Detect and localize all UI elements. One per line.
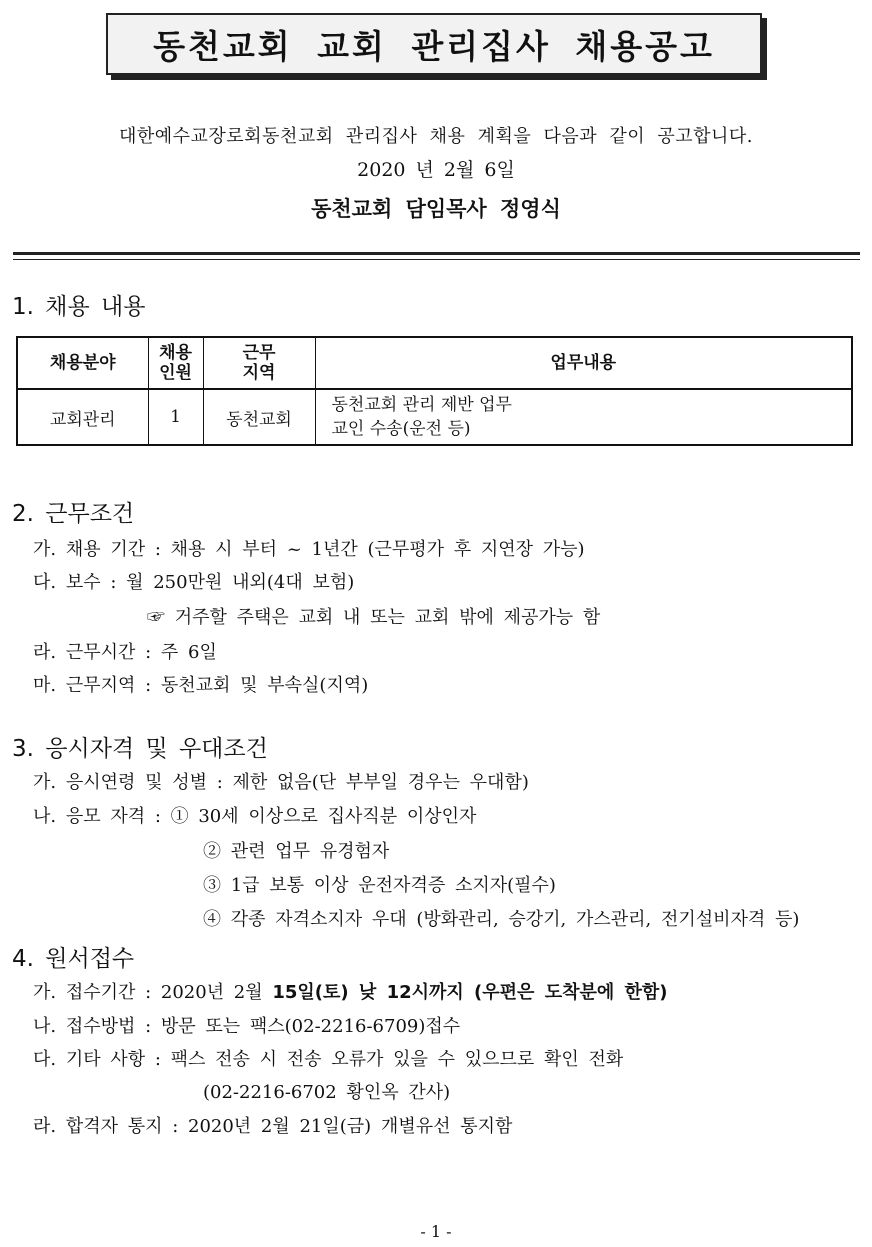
notice-title: 동천교회 교회 관리집사 채용공고 bbox=[106, 13, 762, 75]
qualification-subitem: ④ 각종 자격소지자 우대 (방화관리, 승강기, 가스관리, 전기설비자격 등) bbox=[203, 909, 800, 930]
intro-text: 대한예수교장로회동천교회 관리집사 채용 계획을 다음과 같이 공고합니다. bbox=[118, 126, 754, 147]
application-item: 다. 기타 사항 : 팩스 전송 시 전송 오류가 있을 수 있으므로 확인 전화 bbox=[33, 1049, 624, 1070]
contact-phone: (02-2216-6702 황인옥 간사) bbox=[203, 1082, 451, 1103]
table-row bbox=[17, 389, 852, 445]
qualification-subitem: ② 관련 업무 유경험자 bbox=[203, 841, 390, 862]
duty-line: 동천교회 관리 제반 업무 bbox=[331, 395, 512, 415]
application-item: 나. 접수방법 : 방문 또는 팩스(02-2216-6709)접수 bbox=[33, 1016, 461, 1037]
cell-count: 1 bbox=[148, 389, 203, 445]
job-table bbox=[16, 336, 853, 446]
qualification-item: 가. 응시연령 및 성별 : 제한 없음(단 부부일 경우는 우대함) bbox=[33, 772, 529, 793]
qualification-subitem: ③ 1급 보통 이상 운전자격증 소지자(필수) bbox=[203, 875, 556, 896]
page-number: - 1 - bbox=[420, 1222, 452, 1241]
section1-heading: 1. 채용 내용 bbox=[12, 294, 146, 320]
section3-heading: 3. 응시자격 및 우대조건 bbox=[12, 736, 268, 762]
section4-heading: 4. 원서접수 bbox=[12, 946, 135, 972]
condition-item: 가. 채용 기간 : 채용 시 부터 ~ 1년간 (근무평가 후 지연장 가능) bbox=[33, 539, 585, 560]
header-field: 채용분야 bbox=[17, 337, 148, 389]
notice-signer: 동천교회 담임목사 정영식 bbox=[311, 196, 561, 221]
period-deadline: 15일(토) 낮 12시까지 (우편은 도착분에 한함) bbox=[272, 982, 668, 1003]
application-item: 라. 합격자 통지 : 2020년 2월 21일(금) 개별유선 통지함 bbox=[33, 1116, 513, 1137]
condition-note: ☞ 거주할 주택은 교회 내 또는 교회 밖에 제공가능 함 bbox=[147, 607, 601, 628]
condition-item: 마. 근무지역 : 동천교회 및 부속실(지역) bbox=[33, 675, 369, 696]
cell-location: 동천교회 bbox=[203, 389, 315, 445]
header-duties: 업무내용 bbox=[315, 337, 852, 389]
section2-heading: 2. 근무조건 bbox=[12, 501, 135, 527]
header-count: 채용 인원 bbox=[148, 337, 203, 389]
period-label: 가. 접수기간 : 2020년 2월 bbox=[33, 982, 273, 1003]
cell-duties bbox=[315, 389, 852, 445]
table-header-row bbox=[17, 337, 852, 389]
header-location: 근무 지역 bbox=[203, 337, 315, 389]
duty-line: 교인 수송(운전 등) bbox=[331, 419, 471, 439]
condition-item: 라. 근무시간 : 주 6일 bbox=[33, 642, 217, 663]
condition-item: 다. 보수 : 월 250만원 내외(4대 보험) bbox=[33, 572, 355, 593]
application-period bbox=[33, 978, 668, 1004]
cell-field: 교회관리 bbox=[17, 389, 148, 445]
qualification-item: 나. 응모 자격 : ① 30세 이상으로 집사직분 이상인자 bbox=[33, 806, 477, 827]
header-divider bbox=[13, 252, 860, 260]
notice-date: 2020 년 2월 6일 bbox=[357, 159, 515, 181]
